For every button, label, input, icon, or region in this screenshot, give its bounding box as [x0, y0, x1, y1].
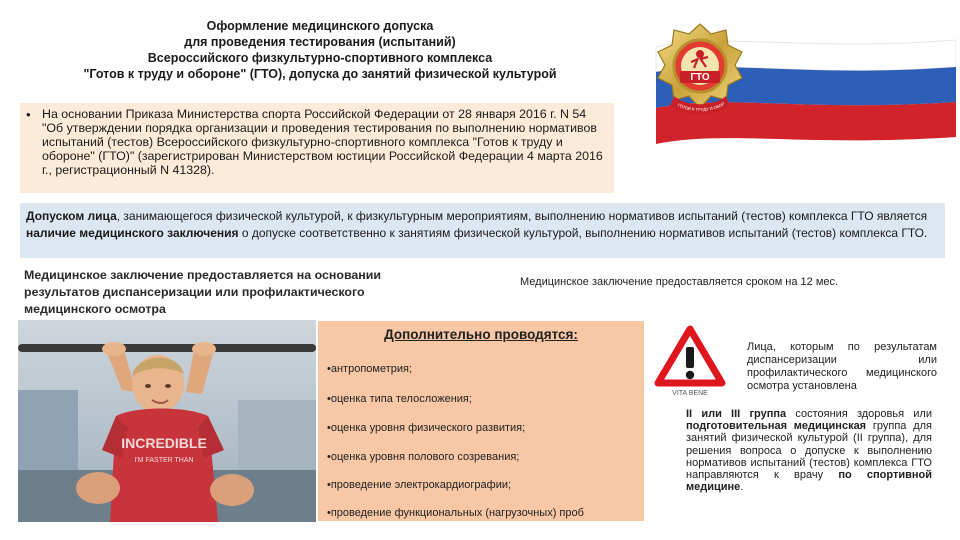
procedure-item: •антропометрия; [327, 363, 413, 375]
admission-text-1: , занимающегося физической культурой, к физкультурным мероприятиям, выполнению нормативов испытаний (тестов) комплекса ГТО является [116, 209, 928, 223]
admission-bold-2: наличие медицинского заключения [26, 226, 239, 240]
sport-note-text-2: группа для занятий физической культурой (II группа), для решения вопроса о допуске к выполнению нормативов испытаний (тестов) комплекса ГТО направляются к врачу [686, 420, 932, 482]
procedure-item: •проведение электрокардиографии; [327, 479, 512, 491]
procedure-item: •проведение функциональных (нагрузочных) проб [327, 507, 584, 519]
health-group-note: Лица, которым по результатам диспансеризации или профилактического медицинского осмотра установлена [747, 341, 937, 392]
title-line-4: "Готов к труду и обороне" (ГТО), допуска до занятий физической культурой [83, 67, 557, 81]
procedure-item: •оценка уровня полового созревания; [327, 451, 520, 463]
additional-procedures-title: Дополнительно проводятся: [384, 327, 578, 342]
sport-note-bold-3: по спортивной медицине [686, 469, 932, 494]
sport-note-bold-1: II или III группа [686, 408, 787, 420]
bullet-marker: • [26, 107, 31, 122]
sport-note-bold-2: подготовительная медицинская [686, 420, 867, 433]
child-pullup-photo [18, 320, 316, 522]
admission-bold-1: Допуском лица [26, 209, 117, 223]
procedure-item: •оценка типа телосложения; [327, 393, 472, 405]
conclusion-term-text: Медицинское заключение предоставляется сроком на 12 мес. [520, 276, 839, 288]
order-reference-text: На основании Приказа Министерства спорта Российской Федерации от 28 января 2016 г. N 54 "Об утверждении порядка организации и проведения тестирования по выполнению нормативов испытаний (тестов) Всероссийского физкультурно-спортивного комплекса "Готов к труду и обороне" (ГТО)" (зарегистрирован Министерством юстиции Российской Федерации 4 марта 2016 г., регистрационный N 41328). [42, 107, 603, 177]
sports-medicine-referral-note [686, 408, 932, 493]
admission-definition-box [20, 203, 945, 258]
sport-note-text-1: состояния здоровья или [786, 408, 932, 420]
warning-caption: VITA BENE [672, 390, 708, 397]
title-line-3: Всероссийского физкультурно-спортивного комплекса [147, 51, 493, 65]
conclusion-basis-text: Медицинское заключение предоставляется на основании результатов диспансеризации или профилактического медицинского осмотра [24, 268, 382, 316]
title-line-2: для проведения тестирования (испытаний) [184, 35, 456, 49]
warning-triangle-icon [654, 325, 726, 397]
gto-flag-emblem [636, 12, 956, 162]
additional-procedures-box [318, 321, 644, 521]
shirt-text: INCREDIBLE [121, 435, 207, 451]
page-title [40, 18, 600, 82]
order-reference-box [20, 103, 614, 193]
badge-banner-text: ГОТОВ К ТРУДУ И ОБОР [677, 101, 726, 113]
shirt-subtext: I'M FASTER THAN [134, 457, 194, 464]
sport-note-text-3: . [740, 481, 744, 494]
admission-text-2: о допуске соответственно к занятиям физической культурой, выполнению нормативов испытаний (тестов) комплекса ГТО. [238, 226, 928, 240]
badge-text: ГТО [690, 72, 710, 83]
title-line-1: Оформление медицинского допуска [206, 19, 434, 33]
procedure-item: •оценка уровня физического развития; [327, 422, 526, 434]
